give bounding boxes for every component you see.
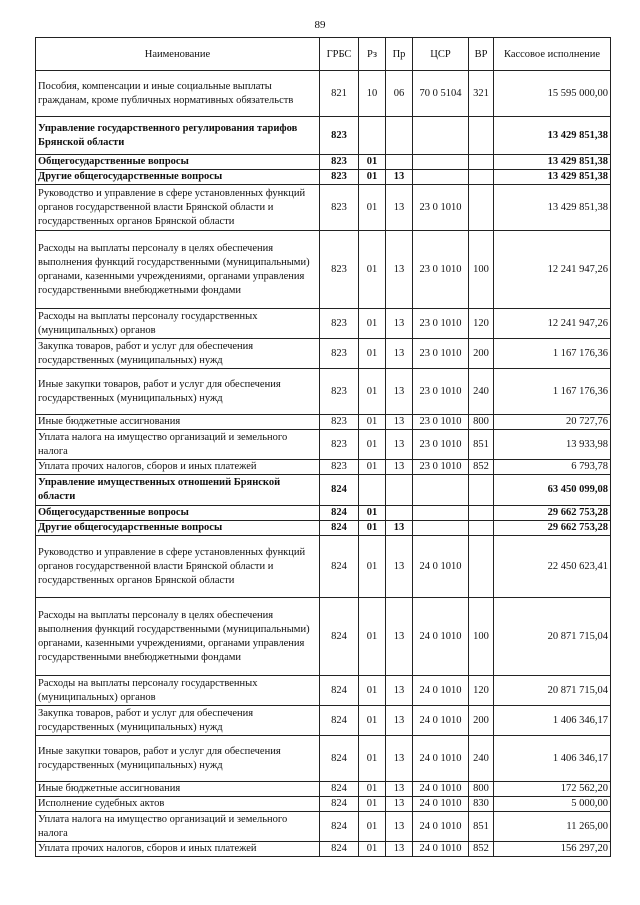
row-vr (469, 155, 494, 170)
table-header-row (36, 38, 611, 71)
row-rz: 01 (359, 430, 386, 460)
row-name: Руководство и управление в сфере установленных функций органов государственной власти Брянской области и государственных органов Брянской области (36, 185, 320, 231)
row-name: Общегосударственные вопросы (36, 506, 320, 521)
row-pr: 13 (386, 309, 413, 339)
row-grbs: 823 (320, 339, 359, 369)
row-amount: 13 429 851,38 (494, 170, 611, 185)
row-name: Управление имущественных отношений Брянской области (36, 475, 320, 506)
header-grbs: ГРБС (320, 38, 359, 71)
row-grbs: 823 (320, 369, 359, 415)
row-vr: 852 (469, 842, 494, 857)
row-vr: 120 (469, 676, 494, 706)
row-grbs: 824 (320, 475, 359, 506)
table-row (36, 676, 611, 706)
row-csr (413, 475, 469, 506)
row-csr: 23 0 1010 (413, 185, 469, 231)
row-vr (469, 521, 494, 536)
row-amount: 63 450 099,08 (494, 475, 611, 506)
row-amount: 156 297,20 (494, 842, 611, 857)
table-row (36, 506, 611, 521)
row-name: Общегосударственные вопросы (36, 155, 320, 170)
row-pr: 13 (386, 521, 413, 536)
row-rz: 01 (359, 706, 386, 736)
table-row (36, 706, 611, 736)
row-amount: 29 662 753,28 (494, 521, 611, 536)
row-name: Закупка товаров, работ и услуг для обеспечения государственных (муниципальных) нужд (36, 339, 320, 369)
row-grbs: 824 (320, 676, 359, 706)
row-vr: 240 (469, 369, 494, 415)
row-csr: 24 0 1010 (413, 736, 469, 782)
row-rz: 01 (359, 536, 386, 598)
row-rz (359, 475, 386, 506)
table-row (36, 231, 611, 309)
row-amount: 1 167 176,36 (494, 369, 611, 415)
row-pr (386, 117, 413, 155)
row-csr (413, 521, 469, 536)
table-row (36, 536, 611, 598)
row-rz: 01 (359, 782, 386, 797)
row-grbs: 823 (320, 170, 359, 185)
table-row (36, 71, 611, 117)
row-grbs: 824 (320, 536, 359, 598)
row-rz: 01 (359, 736, 386, 782)
row-name: Уплата прочих налогов, сборов и иных платежей (36, 842, 320, 857)
row-csr: 23 0 1010 (413, 231, 469, 309)
row-amount: 1 167 176,36 (494, 339, 611, 369)
row-pr: 06 (386, 71, 413, 117)
row-csr (413, 117, 469, 155)
row-amount: 13 429 851,38 (494, 117, 611, 155)
table-row (36, 797, 611, 812)
row-pr: 13 (386, 706, 413, 736)
row-amount: 12 241 947,26 (494, 231, 611, 309)
row-vr: 100 (469, 231, 494, 309)
budget-execution-table (35, 37, 611, 857)
row-name: Расходы на выплаты персоналу в целях обеспечения выполнения функций государственными (муниципальными) органами, казенными учреждениями, органами управления государственными внебюджетными фондами (36, 231, 320, 309)
row-pr (386, 155, 413, 170)
row-pr: 13 (386, 536, 413, 598)
table-row (36, 460, 611, 475)
row-pr (386, 506, 413, 521)
row-pr: 13 (386, 231, 413, 309)
row-grbs: 823 (320, 185, 359, 231)
row-name: Уплата налога на имущество организаций и земельного налога (36, 812, 320, 842)
row-csr: 23 0 1010 (413, 430, 469, 460)
row-grbs: 823 (320, 309, 359, 339)
row-name: Пособия, компенсации и иные социальные выплаты гражданам, кроме публичных нормативных обязательств (36, 71, 320, 117)
row-pr: 13 (386, 430, 413, 460)
row-pr: 13 (386, 736, 413, 782)
row-grbs: 823 (320, 231, 359, 309)
row-grbs: 823 (320, 155, 359, 170)
row-grbs: 824 (320, 598, 359, 676)
row-vr: 800 (469, 415, 494, 430)
row-amount: 20 871 715,04 (494, 676, 611, 706)
row-vr: 830 (469, 797, 494, 812)
row-rz: 01 (359, 155, 386, 170)
row-pr: 13 (386, 598, 413, 676)
row-vr: 200 (469, 339, 494, 369)
row-pr: 13 (386, 797, 413, 812)
row-csr (413, 506, 469, 521)
table-row (36, 155, 611, 170)
row-name: Расходы на выплаты персоналу государственных (муниципальных) органов (36, 676, 320, 706)
row-csr: 23 0 1010 (413, 415, 469, 430)
row-grbs: 824 (320, 842, 359, 857)
row-csr: 23 0 1010 (413, 339, 469, 369)
row-grbs: 824 (320, 506, 359, 521)
row-vr (469, 185, 494, 231)
table-row (36, 117, 611, 155)
row-grbs: 821 (320, 71, 359, 117)
row-csr: 70 0 5104 (413, 71, 469, 117)
row-vr: 120 (469, 309, 494, 339)
row-vr: 200 (469, 706, 494, 736)
row-amount: 13 429 851,38 (494, 155, 611, 170)
row-rz: 01 (359, 460, 386, 475)
row-pr: 13 (386, 339, 413, 369)
row-pr: 13 (386, 812, 413, 842)
row-vr (469, 506, 494, 521)
row-amount: 29 662 753,28 (494, 506, 611, 521)
row-pr: 13 (386, 415, 413, 430)
row-amount: 172 562,20 (494, 782, 611, 797)
row-csr: 24 0 1010 (413, 782, 469, 797)
row-pr: 13 (386, 842, 413, 857)
row-name: Уплата прочих налогов, сборов и иных платежей (36, 460, 320, 475)
table-row (36, 415, 611, 430)
row-vr (469, 170, 494, 185)
row-name: Иные бюджетные ассигнования (36, 782, 320, 797)
row-vr (469, 117, 494, 155)
row-name: Расходы на выплаты персоналу в целях обеспечения выполнения функций государственными (муниципальными) органами, казенными учреждениями, органами управления государственными внебюджетными фондами (36, 598, 320, 676)
header-rz: Рз (359, 38, 386, 71)
row-pr (386, 475, 413, 506)
row-amount: 6 793,78 (494, 460, 611, 475)
table-row (36, 369, 611, 415)
row-amount: 12 241 947,26 (494, 309, 611, 339)
row-name: Управление государственного регулирования тарифов Брянской области (36, 117, 320, 155)
row-pr: 13 (386, 676, 413, 706)
row-vr: 851 (469, 430, 494, 460)
row-vr: 321 (469, 71, 494, 117)
row-name: Иные закупки товаров, работ и услуг для обеспечения государственных (муниципальных) нужд (36, 736, 320, 782)
row-amount: 5 000,00 (494, 797, 611, 812)
row-grbs: 823 (320, 460, 359, 475)
row-vr (469, 536, 494, 598)
header-pr: Пр (386, 38, 413, 71)
row-vr: 100 (469, 598, 494, 676)
row-rz: 01 (359, 598, 386, 676)
row-csr: 23 0 1010 (413, 369, 469, 415)
row-name: Уплата налога на имущество организаций и земельного налога (36, 430, 320, 460)
row-name: Другие общегосударственные вопросы (36, 170, 320, 185)
row-amount: 20 727,76 (494, 415, 611, 430)
row-grbs: 824 (320, 706, 359, 736)
row-name: Руководство и управление в сфере установленных функций органов государственной власти Брянской области и государственных органов Брянской области (36, 536, 320, 598)
row-amount: 13 933,98 (494, 430, 611, 460)
row-name: Иные закупки товаров, работ и услуг для обеспечения государственных (муниципальных) нужд (36, 369, 320, 415)
row-rz: 10 (359, 71, 386, 117)
row-csr: 23 0 1010 (413, 309, 469, 339)
row-csr: 24 0 1010 (413, 797, 469, 812)
table-row (36, 782, 611, 797)
table-row (36, 170, 611, 185)
row-vr: 800 (469, 782, 494, 797)
table-row (36, 185, 611, 231)
row-amount: 1 406 346,17 (494, 706, 611, 736)
row-grbs: 824 (320, 782, 359, 797)
row-grbs: 824 (320, 736, 359, 782)
table-row (36, 475, 611, 506)
row-amount: 20 871 715,04 (494, 598, 611, 676)
header-amount: Кассовое исполнение (494, 38, 611, 71)
row-rz: 01 (359, 676, 386, 706)
row-csr (413, 155, 469, 170)
row-pr: 13 (386, 170, 413, 185)
row-rz: 01 (359, 521, 386, 536)
row-name: Закупка товаров, работ и услуг для обеспечения государственных (муниципальных) нужд (36, 706, 320, 736)
row-name: Иные бюджетные ассигнования (36, 415, 320, 430)
table-row (36, 339, 611, 369)
row-pr: 13 (386, 782, 413, 797)
row-rz: 01 (359, 812, 386, 842)
row-csr: 24 0 1010 (413, 676, 469, 706)
header-name: Наименование (36, 38, 320, 71)
row-amount: 13 429 851,38 (494, 185, 611, 231)
table-row (36, 598, 611, 676)
table-row (36, 736, 611, 782)
row-csr: 24 0 1010 (413, 706, 469, 736)
row-rz: 01 (359, 309, 386, 339)
row-csr: 24 0 1010 (413, 598, 469, 676)
header-vr: ВР (469, 38, 494, 71)
row-pr: 13 (386, 460, 413, 475)
row-grbs: 824 (320, 797, 359, 812)
row-vr (469, 475, 494, 506)
row-name: Расходы на выплаты персоналу государственных (муниципальных) органов (36, 309, 320, 339)
row-rz: 01 (359, 231, 386, 309)
row-amount: 1 406 346,17 (494, 736, 611, 782)
row-csr: 24 0 1010 (413, 842, 469, 857)
row-csr (413, 170, 469, 185)
row-rz: 01 (359, 797, 386, 812)
table-row (36, 309, 611, 339)
row-amount: 11 265,00 (494, 812, 611, 842)
row-vr: 851 (469, 812, 494, 842)
row-name: Исполнение судебных актов (36, 797, 320, 812)
header-csr: ЦСР (413, 38, 469, 71)
row-rz: 01 (359, 369, 386, 415)
row-rz: 01 (359, 415, 386, 430)
row-amount: 22 450 623,41 (494, 536, 611, 598)
row-vr: 240 (469, 736, 494, 782)
row-rz: 01 (359, 506, 386, 521)
row-rz: 01 (359, 185, 386, 231)
row-rz: 01 (359, 842, 386, 857)
page-number: 89 (314, 19, 326, 31)
row-pr: 13 (386, 185, 413, 231)
row-csr: 24 0 1010 (413, 812, 469, 842)
row-rz: 01 (359, 170, 386, 185)
table-row (36, 430, 611, 460)
table-row (36, 521, 611, 536)
table-row (36, 812, 611, 842)
row-grbs: 824 (320, 812, 359, 842)
table-row (36, 842, 611, 857)
row-name: Другие общегосударственные вопросы (36, 521, 320, 536)
row-grbs: 824 (320, 521, 359, 536)
row-rz (359, 117, 386, 155)
row-pr: 13 (386, 369, 413, 415)
row-grbs: 823 (320, 430, 359, 460)
row-grbs: 823 (320, 415, 359, 430)
row-vr: 852 (469, 460, 494, 475)
row-csr: 24 0 1010 (413, 536, 469, 598)
row-csr: 23 0 1010 (413, 460, 469, 475)
row-grbs: 823 (320, 117, 359, 155)
table-body (36, 71, 611, 857)
row-amount: 15 595 000,00 (494, 71, 611, 117)
row-rz: 01 (359, 339, 386, 369)
